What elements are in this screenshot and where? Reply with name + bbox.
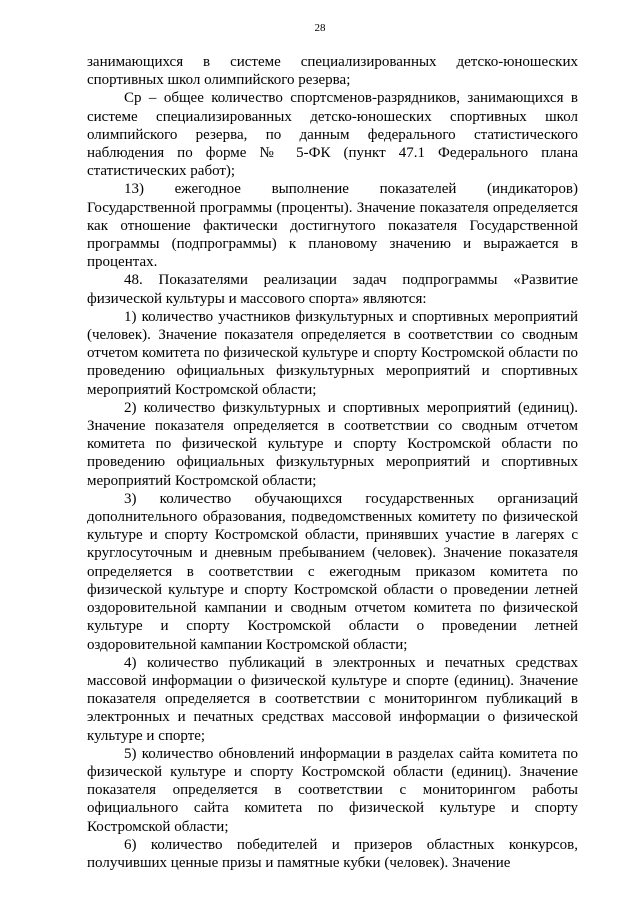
paragraph-item-3: 3) количество обучающихся государственных организаций дополнительного образования, подведомственных комитету по физической культуре и спорту Костромской области, принявших участие в лагерях с круглосуточным и дневным пребыванием (человек). Значение показателя определяется в соответствии с ежегодным приказом комитета по физической культуре и спорту Костромской области о проведении летней оздоровительной кампании и сводным отчетом комитета по физической культуре и спорту Костромской области о проведении летней оздоровительной кампании Костромской области; (87, 490, 578, 653)
paragraph-continuation: занимающихся в системе специализированных детско-юношеских спортивных школ олимпийского резерва; (87, 54, 578, 89)
paragraph-section-48: 48. Показателями реализации задач подпрограммы «Развитие физической культуры и массового спорта» являются: (87, 272, 578, 307)
paragraph-item-2: 2) количество физкультурных и спортивных мероприятий (единиц). Значение показателя определяется в соответствии со сводным отчетом комитета по физической культуре и спорту Костромской области по проведению официальных физкультурных мероприятий и спортивных мероприятий Костромской области; (87, 399, 578, 489)
paragraph-item-6: 6) количество победителей и призеров областных конкурсов, получивших ценные призы и памятные кубки (человек). Значение (87, 836, 578, 871)
page-number: 28 (314, 22, 326, 34)
paragraph-cp-definition: Ср – общее количество спортсменов-разрядников, занимающихся в системе специализированных детско-юношеских спортивных школ олимпийского резерва, по данным федерального статистического наблюдения по форме № 5-ФК (пункт 47.1 Федерального плана статистических работ); (87, 90, 578, 180)
paragraph-item-13: 13) ежегодное выполнение показателей (индикаторов) Государственной программы (проценты). Значение показателя определяется как отношение фактически достигнутого показателя Государственной программы (подпрограммы) к плановому значению и выражается в процентах. (87, 181, 578, 271)
paragraph-item-1: 1) количество участников физкультурных и спортивных мероприятий (человек). Значение показателя определяется в соответствии со сводным отчетом комитета по физической культуре и спорту Костромской области по проведению официальных физкультурных мероприятий и спортивных мероприятий Костромской области; (87, 308, 578, 398)
paragraph-item-5: 5) количество обновлений информации в разделах сайта комитета по физической культуре и спорту Костромской области (единиц). Значение показателя определяется в соответствии с мониторингом работы официального сайта комитета по физической культуре и спорту Костромской области; (87, 745, 578, 835)
document-body (87, 53, 578, 872)
paragraph-item-4: 4) количество публикаций в электронных и печатных средствах массовой информации о физической культуре и спорте (единиц). Значение показателя определяется в соответствии с мониторингом публикаций в электронных и печатных средствах массовой информации о физической культуре и спорте; (87, 654, 578, 744)
